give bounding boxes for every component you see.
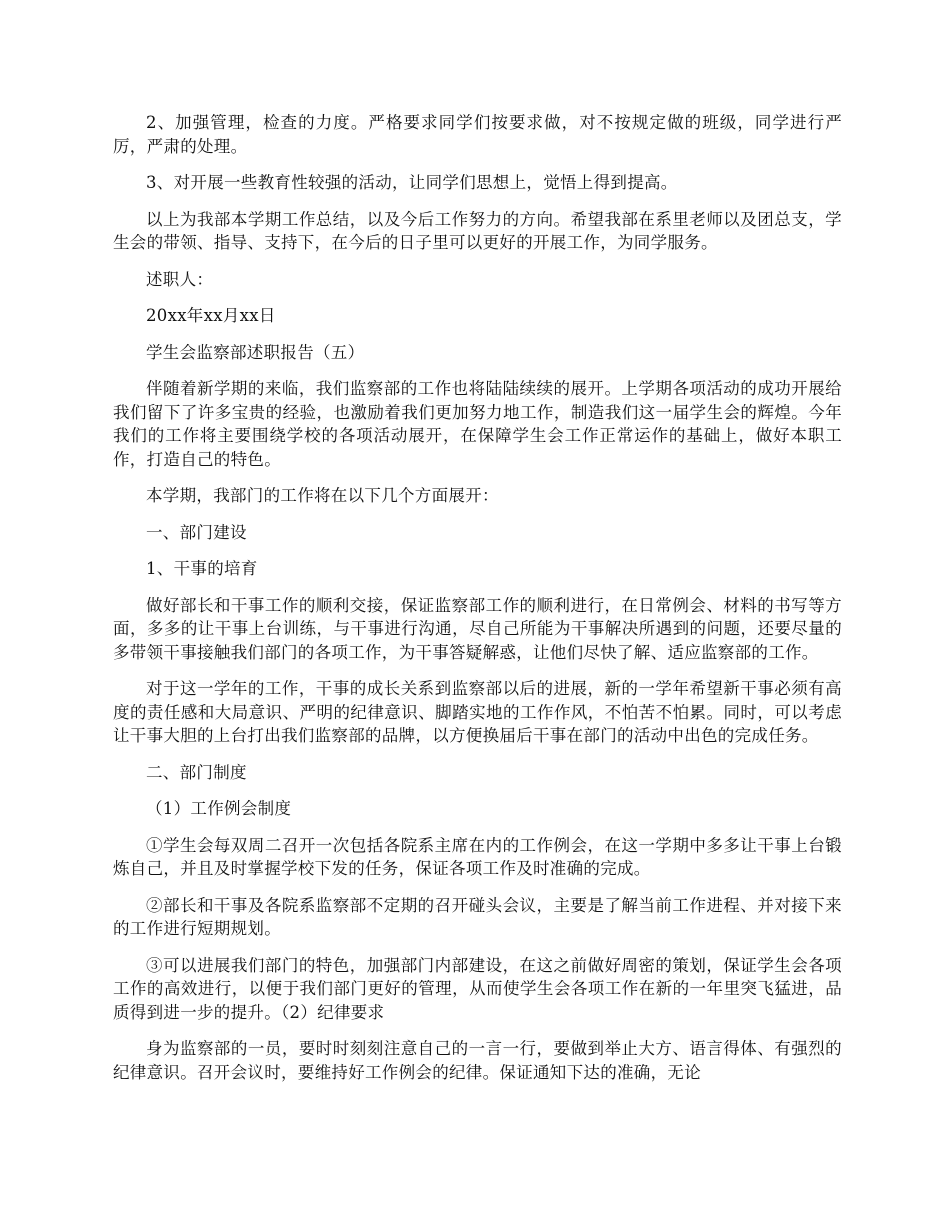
paragraph-rule-1: ①学生会每双周二召开一次包括各院系主席在内的工作例会，在这一学期中多多让干事上台锻炼自己，并且及时掌握学校下发的任务，保证各项工作及时准确的完成。: [113, 835, 842, 878]
document-body: [113, 111, 842, 1097]
paragraph-handover: 做好部长和干事工作的顺利交接，保证监察部工作的顺利进行，在日常例会、材料的书写等方面，多多的让干事上台训练，与干事进行沟通，尽自己所能为干事解决所遇到的问题，还要尽量的多带领干事接触我们部门的各项工作，为干事答疑解惑，让他们尽快了解、适应监察部的工作。: [113, 595, 842, 662]
paragraph-rule-2: ②部长和干事及各院系监察部不定期的召开碰头会议，主要是了解当前工作进程、并对接下来的工作进行短期规划。: [113, 895, 842, 938]
signature-label: 述职人：: [146, 269, 214, 289]
section-title: 学生会监察部述职报告（五）: [146, 342, 365, 362]
paragraph-rule-3: ③可以进展我们部门的特色，加强部门内部建设，在这之前做好周密的策划，保证学生会各项工作的高效进行，以便于我们部门更好的管理，从而使学生会各项工作在新的一年里突飞猛进，品质得到进一步的提升。（2）纪律要求: [113, 955, 842, 1022]
subheading-staff-training: 1、干事的培育: [146, 559, 258, 578]
paragraph-item-2-strengthen-management: 2、加强管理，检查的力度。严格要求同学们按要求做，对不按规定做的班级，同学进行严厉，严肃的处理。: [113, 113, 842, 156]
paragraph-intro: 伴随着新学期的来临，我们监察部的工作也将陆陆续续的展开。上学期各项活动的成功开展给我们留下了许多宝贵的经验，也激励着我们更加努力地工作，制造我们这一届学生会的辉煌。今年我们的工作将主要围绕学校的各项活动展开，在保障学生会工作正常运作的基础上，做好本职工作，打造自己的特色。: [113, 379, 842, 469]
heading-department-building: 一、部门建设: [146, 522, 247, 542]
date-line: 20xx年xx月xx日: [146, 306, 276, 325]
heading-department-rules: 二、部门制度: [146, 762, 247, 782]
paragraph-staff-growth: 对于这一学年的工作，干事的成长关系到监察部以后的进展，新的一学年希望新干事必须有高度的责任感和大局意识、严明的纪律意识、脚踏实地的工作作风，不怕苦不怕累。同时，可以考虑让干事大胆的上台打出我们监察部的品牌，以方便换届后干事在部门的活动中出色的完成任务。: [113, 679, 842, 745]
paragraph-summary-closing: 以上为我部本学期工作总结，以及今后工作努力的方向。希望我部在系里老师以及团总支，学生会的带领、指导、支持下，在今后的日子里可以更好的开展工作，为同学服务。: [113, 209, 842, 252]
paragraph-plan-overview: 本学期，我部门的工作将在以下几个方面展开：: [146, 486, 499, 505]
subheading-meeting-system: （1）工作例会制度: [146, 799, 292, 818]
paragraph-item-3-educational-activities: 3、对开展一些教育性较强的活动，让同学们思想上，觉悟上得到提高。: [146, 173, 678, 192]
paragraph-discipline: 身为监察部的一员，要时时刻刻注意自己的一言一行，要做到举止大方、语言得体、有强烈的纪律意识。召开会议时，要维持好工作例会的纪律。保证通知下达的准确，无论: [113, 1039, 842, 1082]
